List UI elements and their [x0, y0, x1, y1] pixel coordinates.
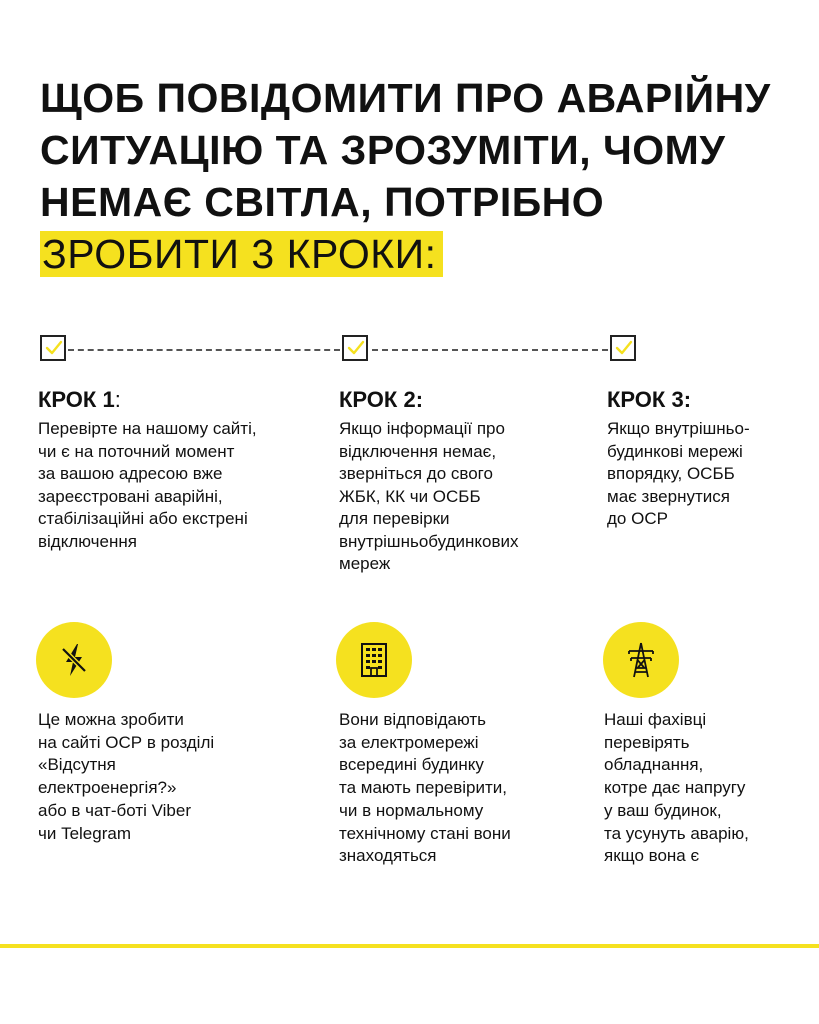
step-1-text: Перевірте на нашому сайті, чи є на поточний момент за вашою адресою вже зареєстровані аварійні, стабілізаційні або екстрені відключення [38, 419, 257, 551]
power-tower-icon [621, 640, 661, 680]
page-title [40, 72, 800, 280]
bottom-divider [0, 944, 819, 948]
title-line-1: ЩОБ ПОВІДОМИТИ ПРО АВАРІЙНУ [40, 75, 771, 121]
title-line-3: НЕМАЄ СВІТЛА, ПОТРІБНО [40, 179, 605, 225]
step-1-description: Це можна зробити на сайті ОСР в розділі «Відсутня електроенергія?» або в чат-боті Viber чи Telegram [38, 710, 215, 843]
timeline-connector-2 [372, 349, 608, 351]
step-1-heading [38, 386, 121, 414]
checkmark-icon [347, 339, 365, 357]
building-icon [354, 640, 394, 680]
step-1-checkbox [40, 335, 66, 361]
step-3-text: Якщо внутрішньо- будинкові мережі впорядку, ОСББ має звернутися до ОСР [607, 419, 750, 528]
step-3-heading-colon: : [683, 387, 692, 412]
step-2-icon-circle [336, 622, 412, 698]
checkmark-icon [615, 339, 633, 357]
step-2-heading-text: КРОК 2 [339, 387, 416, 412]
step-2-heading-colon: : [415, 387, 424, 412]
timeline-connector-1 [68, 349, 340, 351]
step-2-text: Якщо інформації про відключення немає, зверніться до свого ЖБК, КК чи ОСББ для перевірки внутрішньобудинкових мереж [339, 419, 519, 573]
step-3-icon-circle [603, 622, 679, 698]
title-line-2: СИТУАЦІЮ ТА ЗРОЗУМІТИ, ЧОМУ [40, 127, 726, 173]
step-1-heading-colon: : [114, 387, 121, 412]
no-power-icon [54, 640, 94, 680]
step-3-checkbox [610, 335, 636, 361]
step-2-description: Вони відповідають за електромережі всередині будинку та мають перевірити, чи в нормальному технічному стані вони знаходяться [339, 710, 511, 866]
title-highlight: ЗРОБИТИ 3 КРОКИ: [40, 231, 443, 277]
step-1-heading-text: КРОК 1 [38, 387, 115, 412]
step-3-heading [607, 386, 691, 414]
checkmark-icon [45, 339, 63, 357]
step-3-description: Наші фахівці перевірять обладнання, котре дає напругу у ваш будинок, та усунуть аварію, якщо вона є [604, 710, 749, 866]
step-1-icon-circle [36, 622, 112, 698]
step-2-checkbox [342, 335, 368, 361]
step-3-heading-text: КРОК 3 [607, 387, 684, 412]
step-2-heading [339, 386, 423, 414]
